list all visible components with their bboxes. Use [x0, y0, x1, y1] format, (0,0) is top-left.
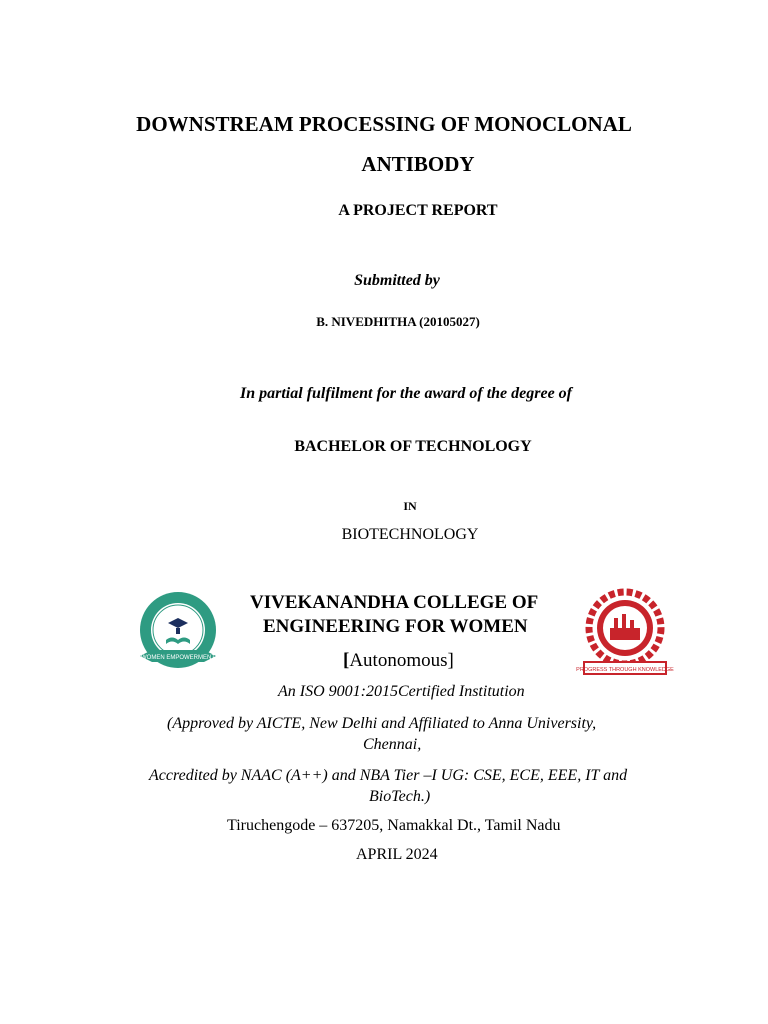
approval-line-1: (Approved by AICTE, New Delhi and Affiliated to Anna University, — [167, 715, 597, 732]
title-line-1: DOWNSTREAM PROCESSING OF MONOCLONAL — [136, 112, 632, 136]
college-name-line-2: ENGINEERING FOR WOMEN — [263, 616, 528, 637]
autonomous-text: Autonomous] — [349, 650, 454, 671]
institution-logo — [132, 588, 224, 678]
autonomous-bracket: [ — [343, 650, 350, 671]
report-type: A PROJECT REPORT — [338, 202, 498, 219]
approval-line-2: Chennai, — [363, 736, 422, 753]
degree-name: BACHELOR OF TECHNOLOGY — [294, 438, 532, 455]
title-line-2: ANTIBODY — [361, 152, 475, 176]
fulfilment-statement: In partial fulfilment for the award of the degree of — [240, 385, 572, 402]
submitted-by-label: Submitted by — [354, 272, 440, 289]
student-name: B. NIVEDHITHA (20105027) — [316, 314, 480, 329]
college-name-line-1: VIVEKANANDHA COLLEGE OF — [250, 592, 539, 613]
anna-logo-banner-text: PROGRESS THROUGH KNOWLEDGE — [576, 667, 674, 673]
accreditation-line-1: Accredited by NAAC (A++) and NBA Tier –I UG: CSE, ECE, EEE, IT and — [149, 767, 628, 784]
submission-date: APRIL 2024 — [356, 846, 438, 863]
branch-name: BIOTECHNOLOGY — [341, 526, 479, 543]
logo-banner-text: WOMEN EMPOWERMENT — [141, 655, 215, 661]
anna-university-logo — [576, 590, 674, 678]
accreditation-line-2: BioTech.) — [369, 788, 431, 805]
college-address: Tiruchengode – 637205, Namakkal Dt., Tamil Nadu — [227, 817, 561, 834]
autonomous-status — [343, 650, 454, 672]
in-label: IN — [403, 499, 417, 513]
iso-certification: An ISO 9001:2015Certified Institution — [278, 683, 525, 700]
